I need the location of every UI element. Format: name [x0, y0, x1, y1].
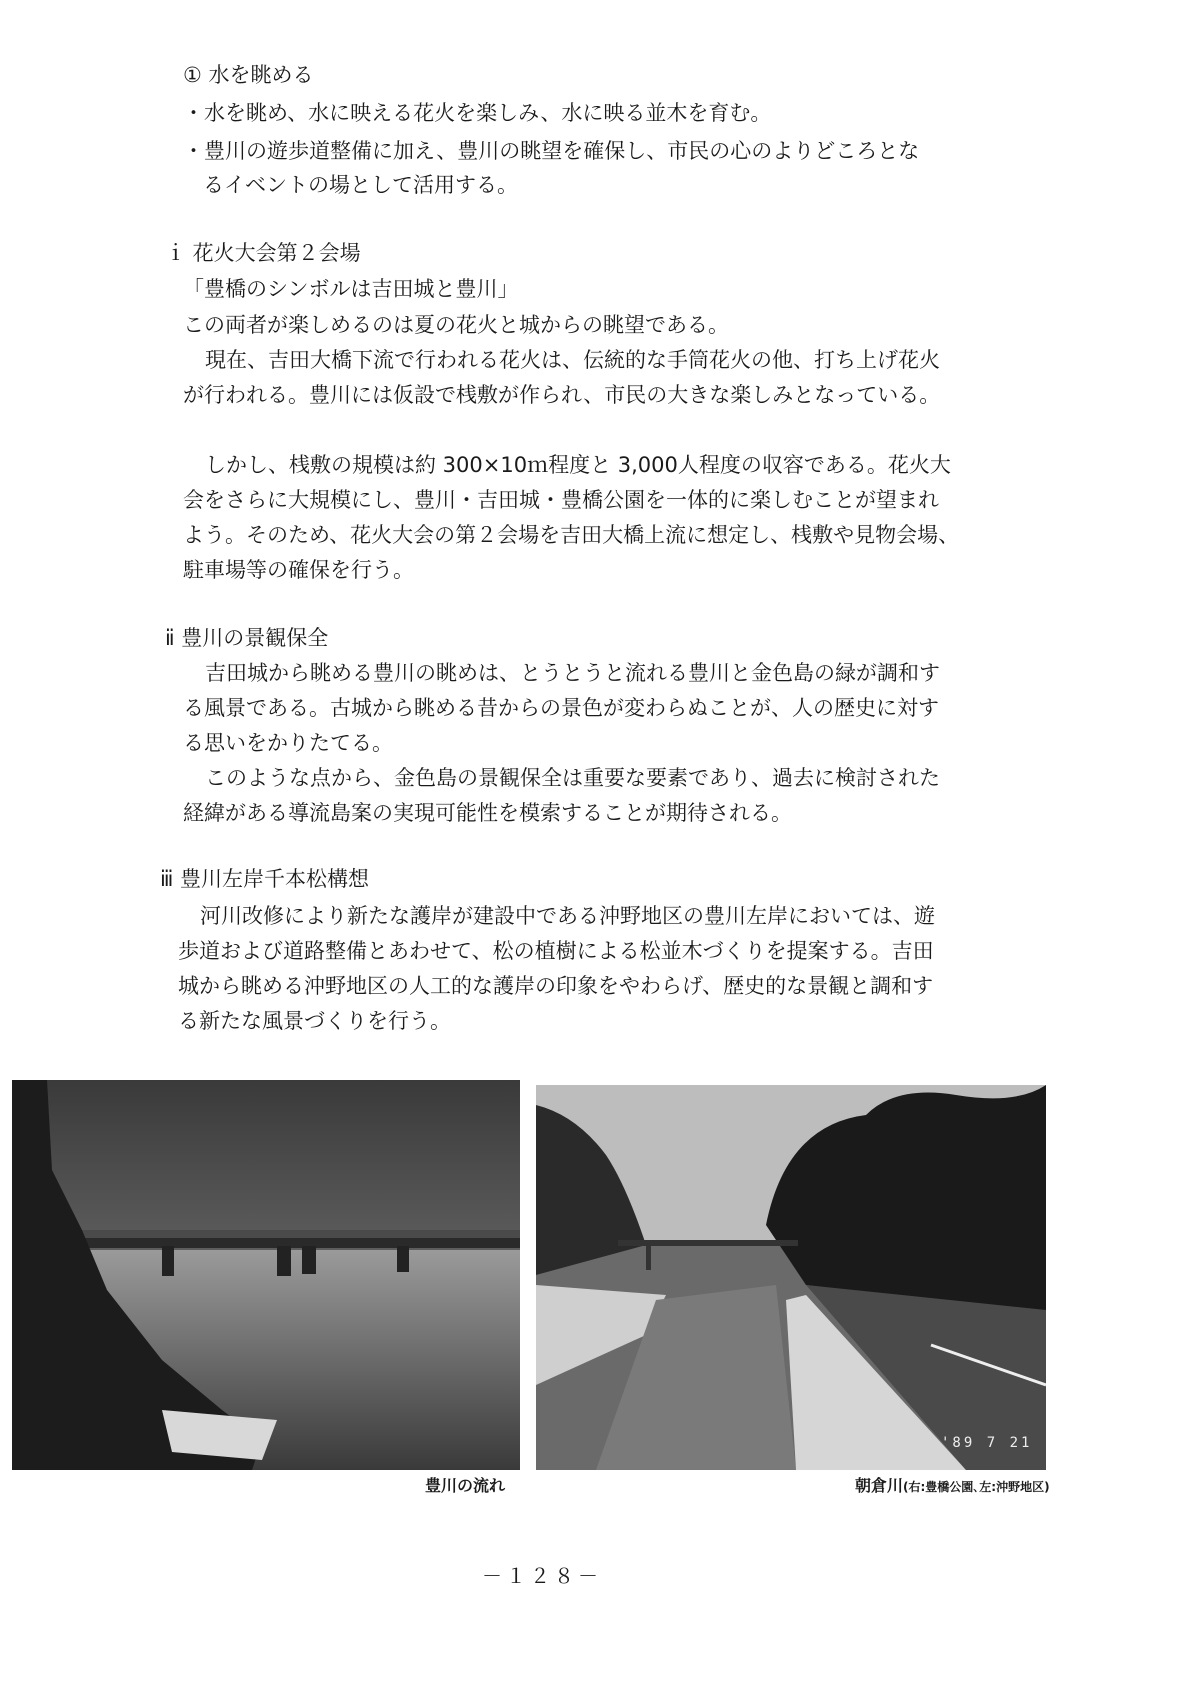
paragraph-line: 城から眺める沖野地区の人工的な護岸の印象をやわらげ、歴史的な景観と調和す [178, 974, 934, 998]
paragraph-line: 会をさらに大規模にし、豊川・吉田城・豊橋公園を一体的に楽しむことが望まれ [183, 488, 939, 512]
paragraph-line: 経緯がある導流島案の実現可能性を模索することが期待される。 [183, 801, 792, 825]
right-caption-sub: (右:豊橋公園､左:沖野地区) [903, 1480, 1050, 1494]
subsection-heading-ii: ⅱ 豊川の景観保全 [165, 626, 329, 650]
paragraph-line: る新たな風景づくりを行う。 [178, 1009, 451, 1033]
paragraph-line: 吉田城から眺める豊川の眺めは、とうとうと流れる豊川と金色島の緑が調和す [205, 661, 940, 685]
channel-photo-image [536, 1085, 1046, 1470]
paragraph-line: このような点から、金色島の景観保全は重要な要素であり、過去に検討された [205, 766, 940, 790]
river-photo-image [12, 1080, 520, 1470]
right-photo-caption [855, 1473, 1050, 1496]
date-stamp: '89 7 21 [941, 1435, 1033, 1451]
left-photo-caption: 豊川の流れ [425, 1476, 506, 1495]
right-caption-main: 朝倉川 [855, 1476, 904, 1495]
paragraph-line: この両者が楽しめるのは夏の花火と城からの眺望である。 [183, 313, 729, 337]
channel-photo [536, 1085, 1046, 1470]
quote-line: 「豊橋のシンボルは吉田城と豊川」 [183, 277, 519, 301]
bullet-2-line-1: ・豊川の遊歩道整備に加え、豊川の眺望を確保し、市民の心のよりどころとな [183, 139, 920, 163]
paragraph-line: る思いをかりたてる。 [183, 731, 393, 755]
subsection-heading-i: ｉ 花火大会第２会場 [165, 241, 361, 265]
bullet-1: ・水を眺め、水に映える花火を楽しみ、水に映る並木を育む。 [183, 101, 772, 125]
bullet-2-line-2: るイベントの場として活用する。 [203, 173, 518, 197]
page-number: －１２８－ [482, 1564, 602, 1588]
section-heading-1: ① 水を眺める [183, 63, 314, 87]
paragraph-line: しかし、桟敷の規模は約 300×10ｍ程度と 3,000人程度の収容である。花火大 [205, 453, 951, 477]
paragraph-line: る風景である。古城から眺める昔からの景色が変わらぬことが、人の歴史に対す [183, 696, 939, 720]
paragraph-line: 歩道および道路整備とあわせて、松の植樹による松並木づくりを提案する。吉田 [178, 939, 934, 963]
river-photo [12, 1080, 520, 1470]
paragraph-line: 駐車場等の確保を行う。 [183, 558, 414, 582]
paragraph-line: 河川改修により新たな護岸が建設中である沖野地区の豊川左岸においては、遊 [200, 904, 935, 928]
paragraph-line: 現在、吉田大橋下流で行われる花火は、伝統的な手筒花火の他、打ち上げ花火 [205, 348, 940, 372]
subsection-heading-iii: ⅲ 豊川左岸千本松構想 [160, 867, 370, 891]
paragraph-line: が行われる。豊川には仮設で桟敷が作られ、市民の大きな楽しみとなっている。 [183, 383, 941, 407]
paragraph-line: よう。そのため、花火大会の第２会場を吉田大橋上流に想定し、桟敷や見物会場、 [183, 523, 960, 547]
